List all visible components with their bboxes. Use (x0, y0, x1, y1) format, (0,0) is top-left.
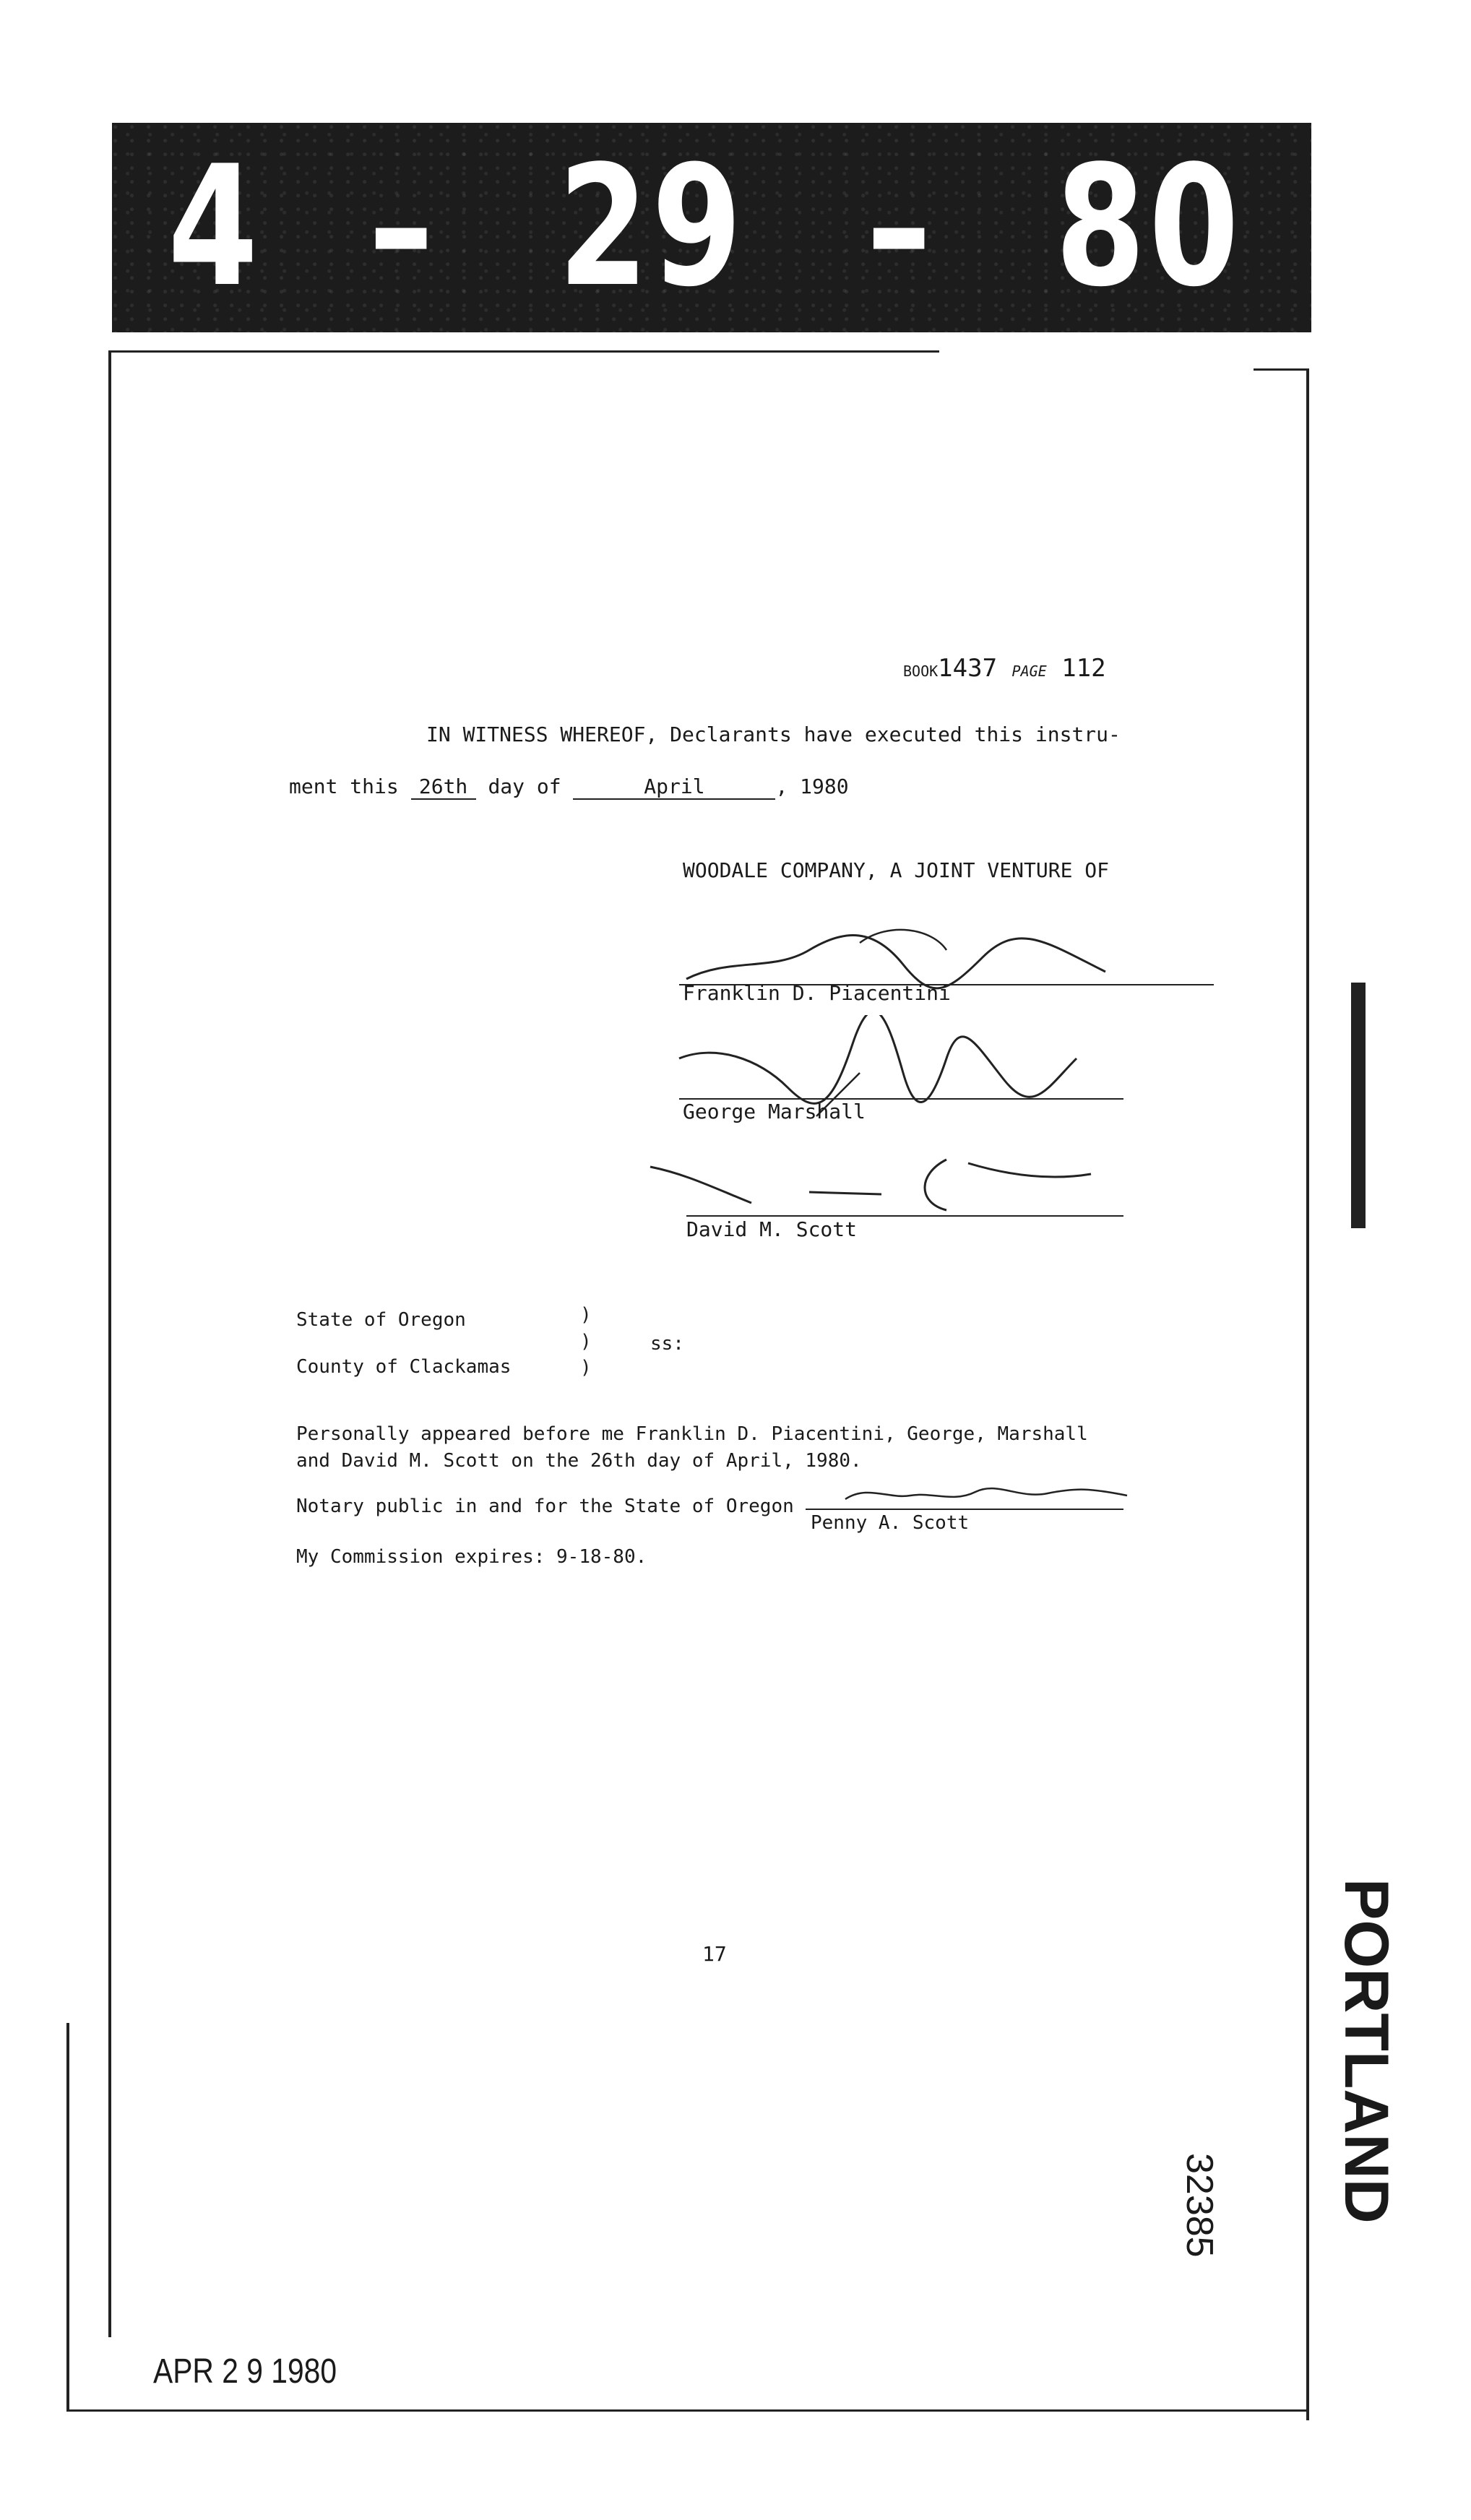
book-page-reference (903, 654, 1106, 683)
witness-line-2 (289, 774, 849, 800)
state-label: State of Oregon (296, 1309, 466, 1331)
notary-signature-line (806, 1509, 1123, 1510)
frame-top-border (108, 350, 939, 353)
frame-right-top-tick (1254, 368, 1308, 371)
ss-label: ss: (650, 1333, 684, 1355)
witness-year-prefix: , 19 (775, 774, 824, 798)
received-date-stamp: APR 2 9 1980 (153, 2352, 337, 2391)
notary-label: Notary public in and for the State of Oregon (296, 1496, 794, 1517)
appearance-line-1: Personally appeared before me Franklin D. Piacentini, George, Marshall (296, 1423, 1088, 1445)
witness-year-suffix: 80 (824, 774, 849, 798)
side-marker-bar (1351, 983, 1366, 1228)
signature-3 (643, 1145, 1134, 1225)
book-label: BOOK (903, 663, 939, 680)
frame-bottom-border (66, 2409, 1309, 2412)
banner-dash-2: – (866, 131, 935, 324)
banner-month: 4 (168, 131, 262, 324)
county-label: County of Clackamas (296, 1356, 512, 1378)
commission-expires: My Commission expires: 9-18-80. (296, 1546, 647, 1568)
bracket-1: ) (580, 1304, 592, 1326)
notary-name: Penny A. Scott (811, 1512, 970, 1534)
banner-year: 80 (1055, 131, 1243, 324)
witness-line-1: IN WITNESS WHEREOF, Declarants have executed this instru- (426, 722, 1121, 746)
signature-line-3 (686, 1215, 1123, 1217)
frame-right-border (1306, 368, 1309, 2420)
page-number: 17 (702, 1942, 727, 1966)
witness-month: April (573, 774, 775, 800)
signatory-1-name: Franklin D. Piacentini (683, 981, 951, 1005)
side-number-stamp: 32385 (1178, 2153, 1220, 2258)
banner-day: 29 (558, 131, 746, 324)
bracket-3: ) (580, 1357, 592, 1378)
signatory-2-name: George Marshall (683, 1100, 866, 1123)
date-banner (112, 123, 1311, 332)
bracket-2: ) (580, 1331, 592, 1352)
frame-left-border (108, 350, 111, 2337)
page-label: PAGE (1011, 663, 1047, 680)
book-number: 1437 (938, 654, 998, 683)
witness-line-2-prefix: ment this (289, 774, 399, 798)
witness-day-of: day of (488, 774, 561, 798)
witness-day: 26th (411, 774, 476, 800)
banner-dash-1: – (368, 131, 438, 324)
side-city-stamp: PORTLAND (1332, 1878, 1401, 2224)
frame-left-outer-border (66, 2023, 69, 2409)
signatory-3-name: David M. Scott (686, 1217, 858, 1241)
appearance-line-2: and David M. Scott on the 26th day of April, 1980. (296, 1450, 862, 1472)
company-name: WOODALE COMPANY, A JOINT VENTURE OF (683, 858, 1110, 882)
page-number: 112 (1061, 654, 1106, 683)
